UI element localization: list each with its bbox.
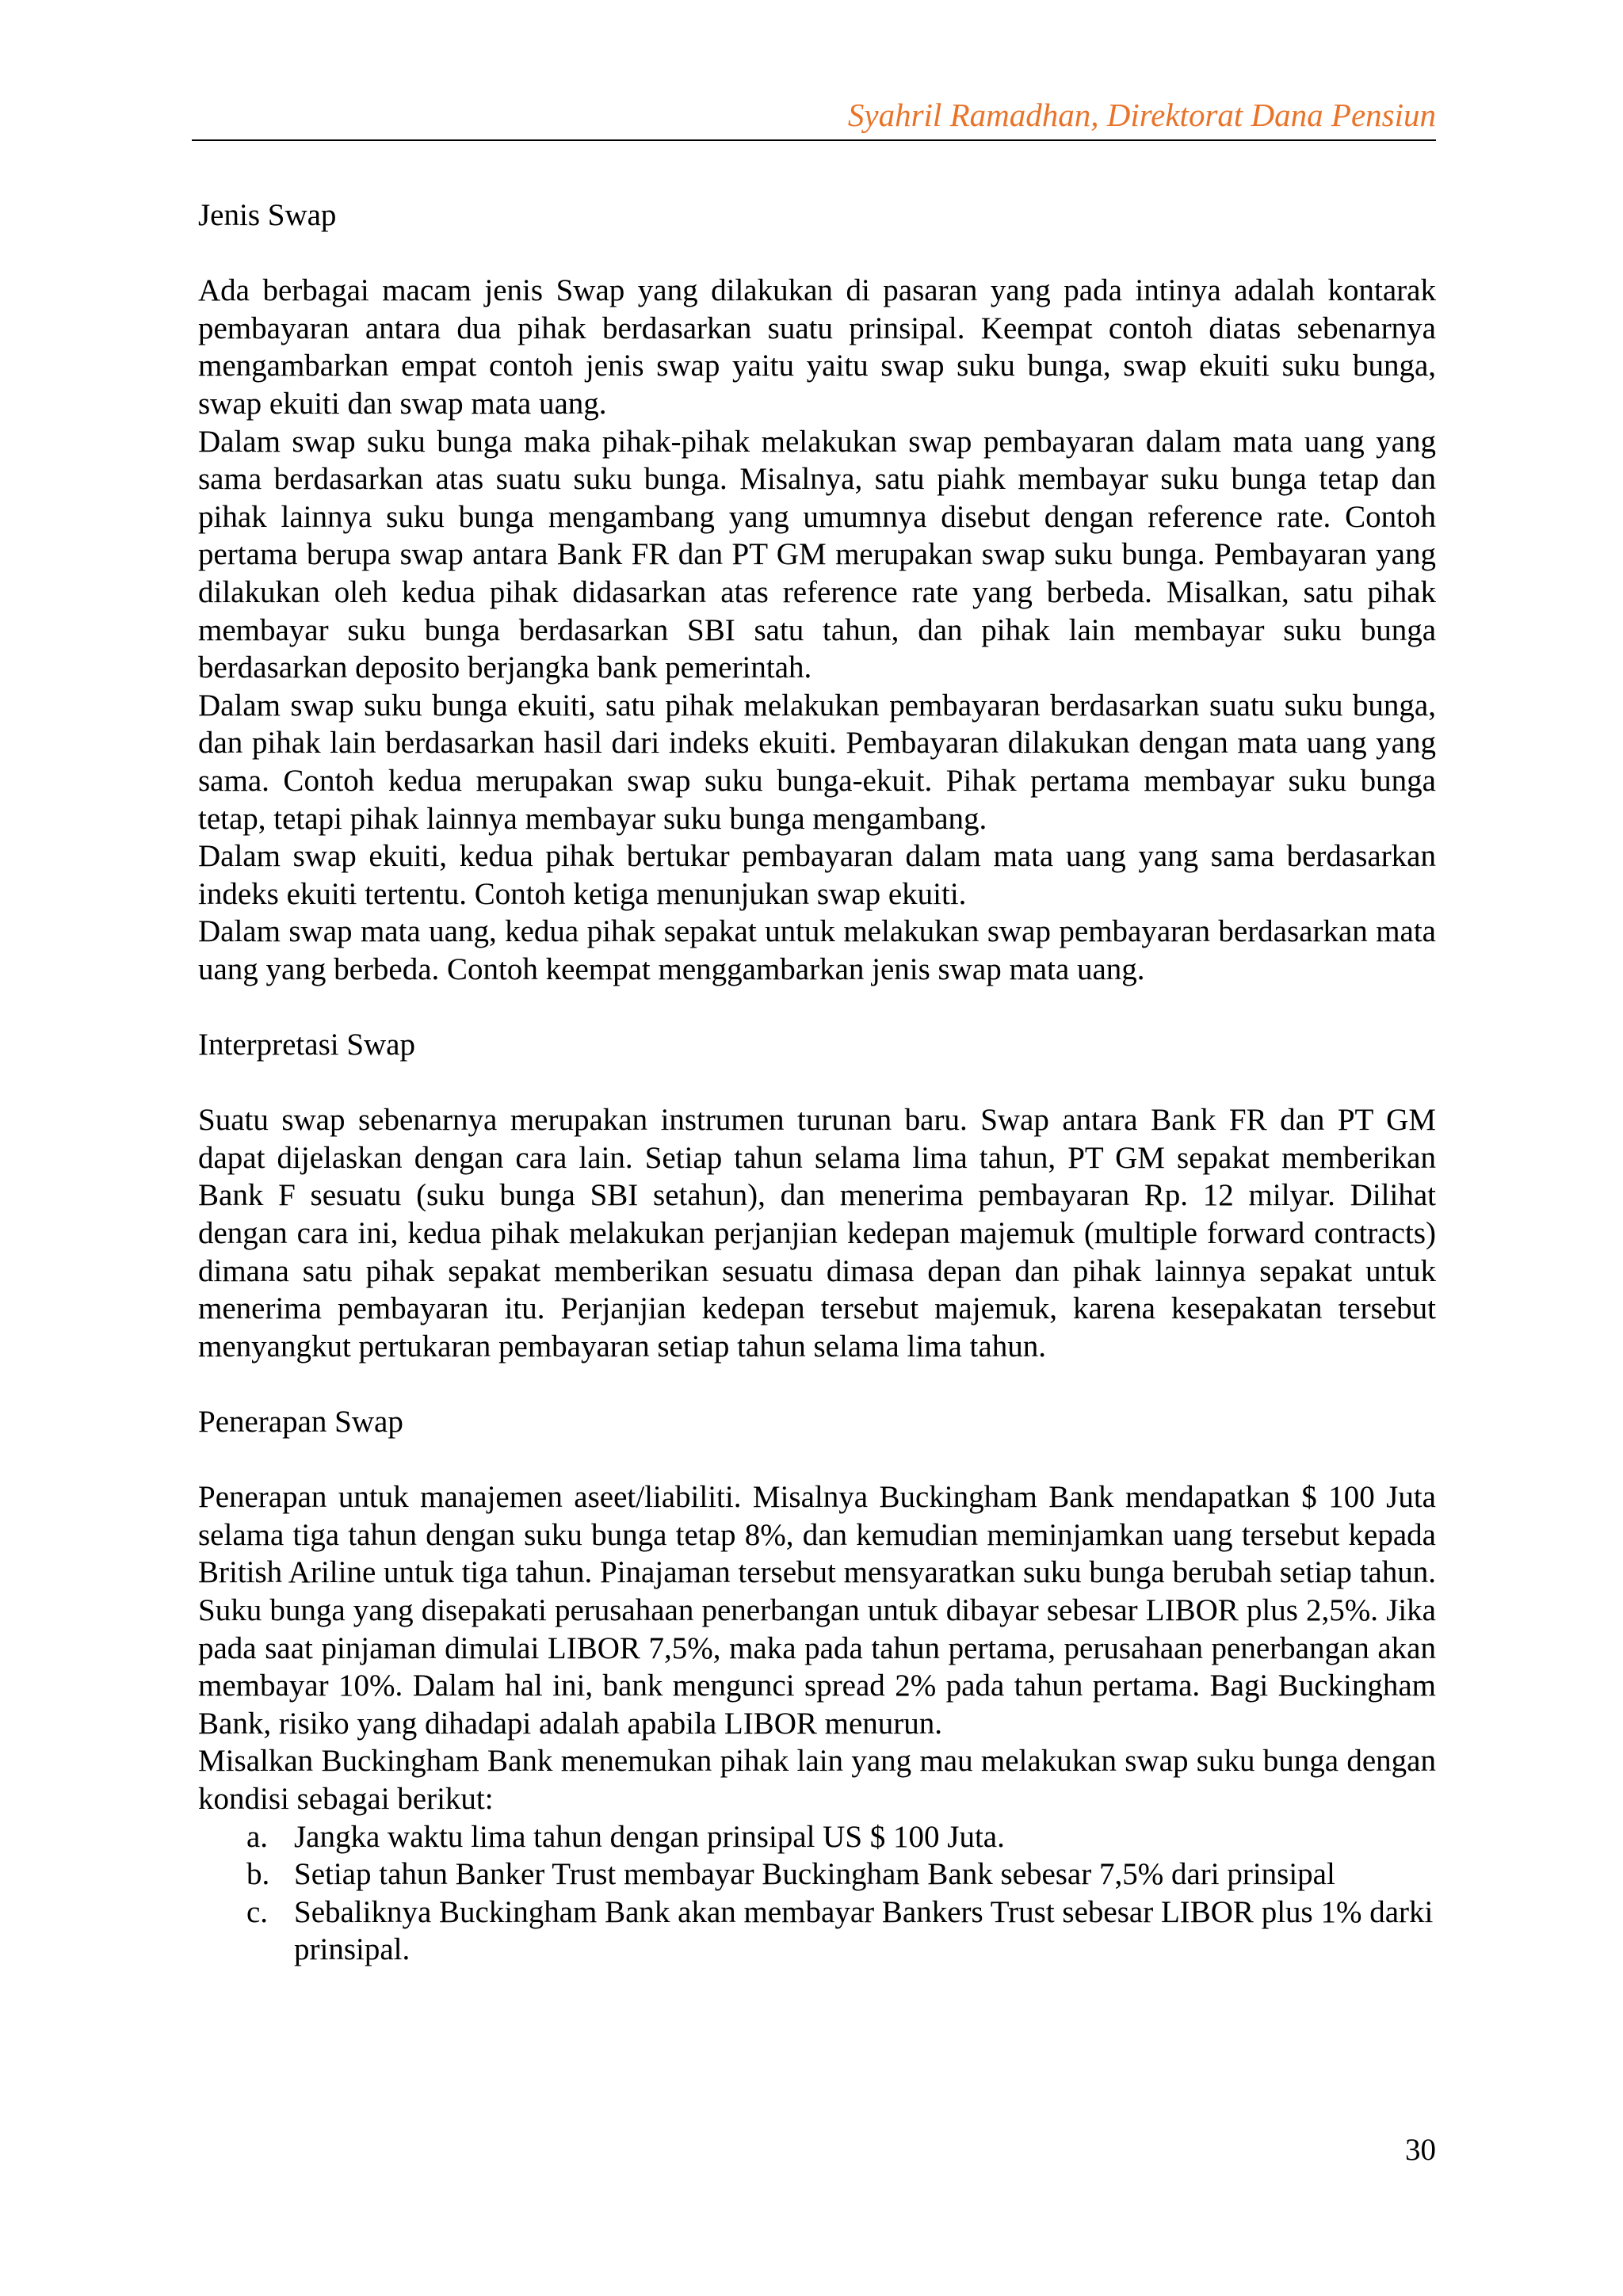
section-jenis-swap xyxy=(198,196,1436,988)
list-marker: c. xyxy=(246,1894,269,1929)
list-item-text: Sebaliknya Buckingham Bank akan membayar Bankers Trust sebesar LIBOR plus 1% darki prinsipal. xyxy=(294,1894,1434,1967)
list-item xyxy=(246,1818,1436,1856)
paragraph: Dalam swap suku bunga ekuiti, satu pihak melakukan pembayaran berdasarkan suatu suku bunga, dan pihak lain berdasarkan hasil dari indeks ekuiti. Pembayaran dilakukan dengan mata uang yang sama. Contoh kedua merupakan swap suku bunga-ekuit. Pihak pertama membayar suku bunga tetap, tetapi pihak lainnya membayar suku bunga mengambang. xyxy=(198,688,1436,836)
paragraph: Dalam swap mata uang, kedua pihak sepakat untuk melakukan swap pembayaran berdasarkan mata uang yang berbeda. Contoh keempat menggambarkan jenis swap mata uang. xyxy=(198,914,1436,986)
list-marker: a. xyxy=(246,1819,269,1854)
list-item-text: Setiap tahun Banker Trust membayar Buckingham Bank sebesar 7,5% dari prinsipal xyxy=(294,1857,1335,1892)
document-body xyxy=(198,196,1436,1969)
section-penerapan-swap xyxy=(198,1403,1436,1969)
section-heading: Jenis Swap xyxy=(198,198,337,232)
list-item-text: Jangka waktu lima tahun dengan prinsipal US $ 100 Juta. xyxy=(294,1819,1005,1854)
paragraph: Suatu swap sebenarnya merupakan instrumen turunan baru. Swap antara Bank FR dan PT GM dapat dijelaskan dengan cara lain. Setiap tahun selama lima tahun, PT GM sepakat memberikan Bank F sesuatu (suku bunga SBI setahun), dan menerima pembayaran Rp. 12 milyar. Dilihat dengan cara ini, kedua pihak melakukan perjanjian kedepan majemuk (multiple forward contracts) dimana satu pihak sepakat memberikan sesuatu dimasa depan dan pihak lainnya sepakat untuk menerima pembayaran itu. Perjanjian kedepan tersebut majemuk, karena kesepakatan tersebut menyangkut pertukaran pembayaran setiap tahun selama lima tahun. xyxy=(198,1103,1436,1363)
header-author-text: Syahril Ramadhan, Direktorat Dana Pensiun xyxy=(847,97,1436,133)
section-interpretasi-swap xyxy=(198,1026,1436,1365)
paragraph: Dalam swap suku bunga maka pihak-pihak melakukan swap pembayaran dalam mata uang yang sama berdasarkan atas suatu suku bunga. Misalnya, satu piahk membayar suku bunga tetap dan pihak lainnya suku bunga mengambang yang umumnya disebut dengan reference rate. Contoh pertama berupa swap antara Bank FR dan PT GM merupakan swap suku bunga. Pembayaran yang dilakukan oleh kedua pihak didasarkan atas reference rate yang berbeda. Misalkan, satu pihak membayar suku bunga berdasarkan SBI satu tahun, dan pihak lain membayar suku bunga berdasarkan deposito berjangka bank pemerintah. xyxy=(198,424,1436,685)
list-item xyxy=(246,1894,1436,1969)
paragraph: Ada berbagai macam jenis Swap yang dilakukan di pasaran yang pada intinya adalah kontarak pembayaran antara dua pihak berdasarkan suatu prinsipal. Keempat contoh diatas sebenarnya mengambarkan empat contoh jenis swap yaitu yaitu swap suku bunga, swap ekuiti suku bunga, swap ekuiti dan swap mata uang. xyxy=(198,273,1436,421)
paragraph: Misalkan Buckingham Bank menemukan pihak lain yang mau melakukan swap suku bunga dengan kondisi sebagai berikut: xyxy=(198,1744,1436,1816)
paragraph: Dalam swap ekuiti, kedua pihak bertukar pembayaran dalam mata uang yang sama berdasarkan indeks ekuiti tertentu. Contoh ketiga menunjukan swap ekuiti. xyxy=(198,839,1436,911)
paragraph: Penerapan untuk manajemen aseet/liabiliti. Misalnya Buckingham Bank mendapatkan $ 100 Juta selama tiga tahun dengan suku bunga tetap 8%, dan kemudian meminjamkan uang tersebut kepada British Ariline untuk tiga tahun. Pinajaman tersebut mensyaratkan suku bunga berubah setiap tahun. Suku bunga yang disepakati perusahaan penerbangan untuk dibayar sebesar LIBOR plus 2,5%. Jika pada saat pinjaman dimulai LIBOR 7,5%, maka pada tahun pertama, perusahaan penerbangan akan membayar 10%. Dalam hal ini, bank mengunci spread 2% pada tahun pertama. Bagi Buckingham Bank, risiko yang dihadapi adalah apabila LIBOR menurun. xyxy=(198,1480,1436,1741)
list-item xyxy=(246,1855,1436,1894)
section-heading: Penerapan Swap xyxy=(198,1405,403,1439)
page-header xyxy=(192,93,1436,141)
conditions-list xyxy=(198,1818,1436,1969)
page-number: 30 xyxy=(1405,2133,1436,2167)
section-heading: Interpretasi Swap xyxy=(198,1028,415,1062)
list-marker: b. xyxy=(246,1857,270,1892)
